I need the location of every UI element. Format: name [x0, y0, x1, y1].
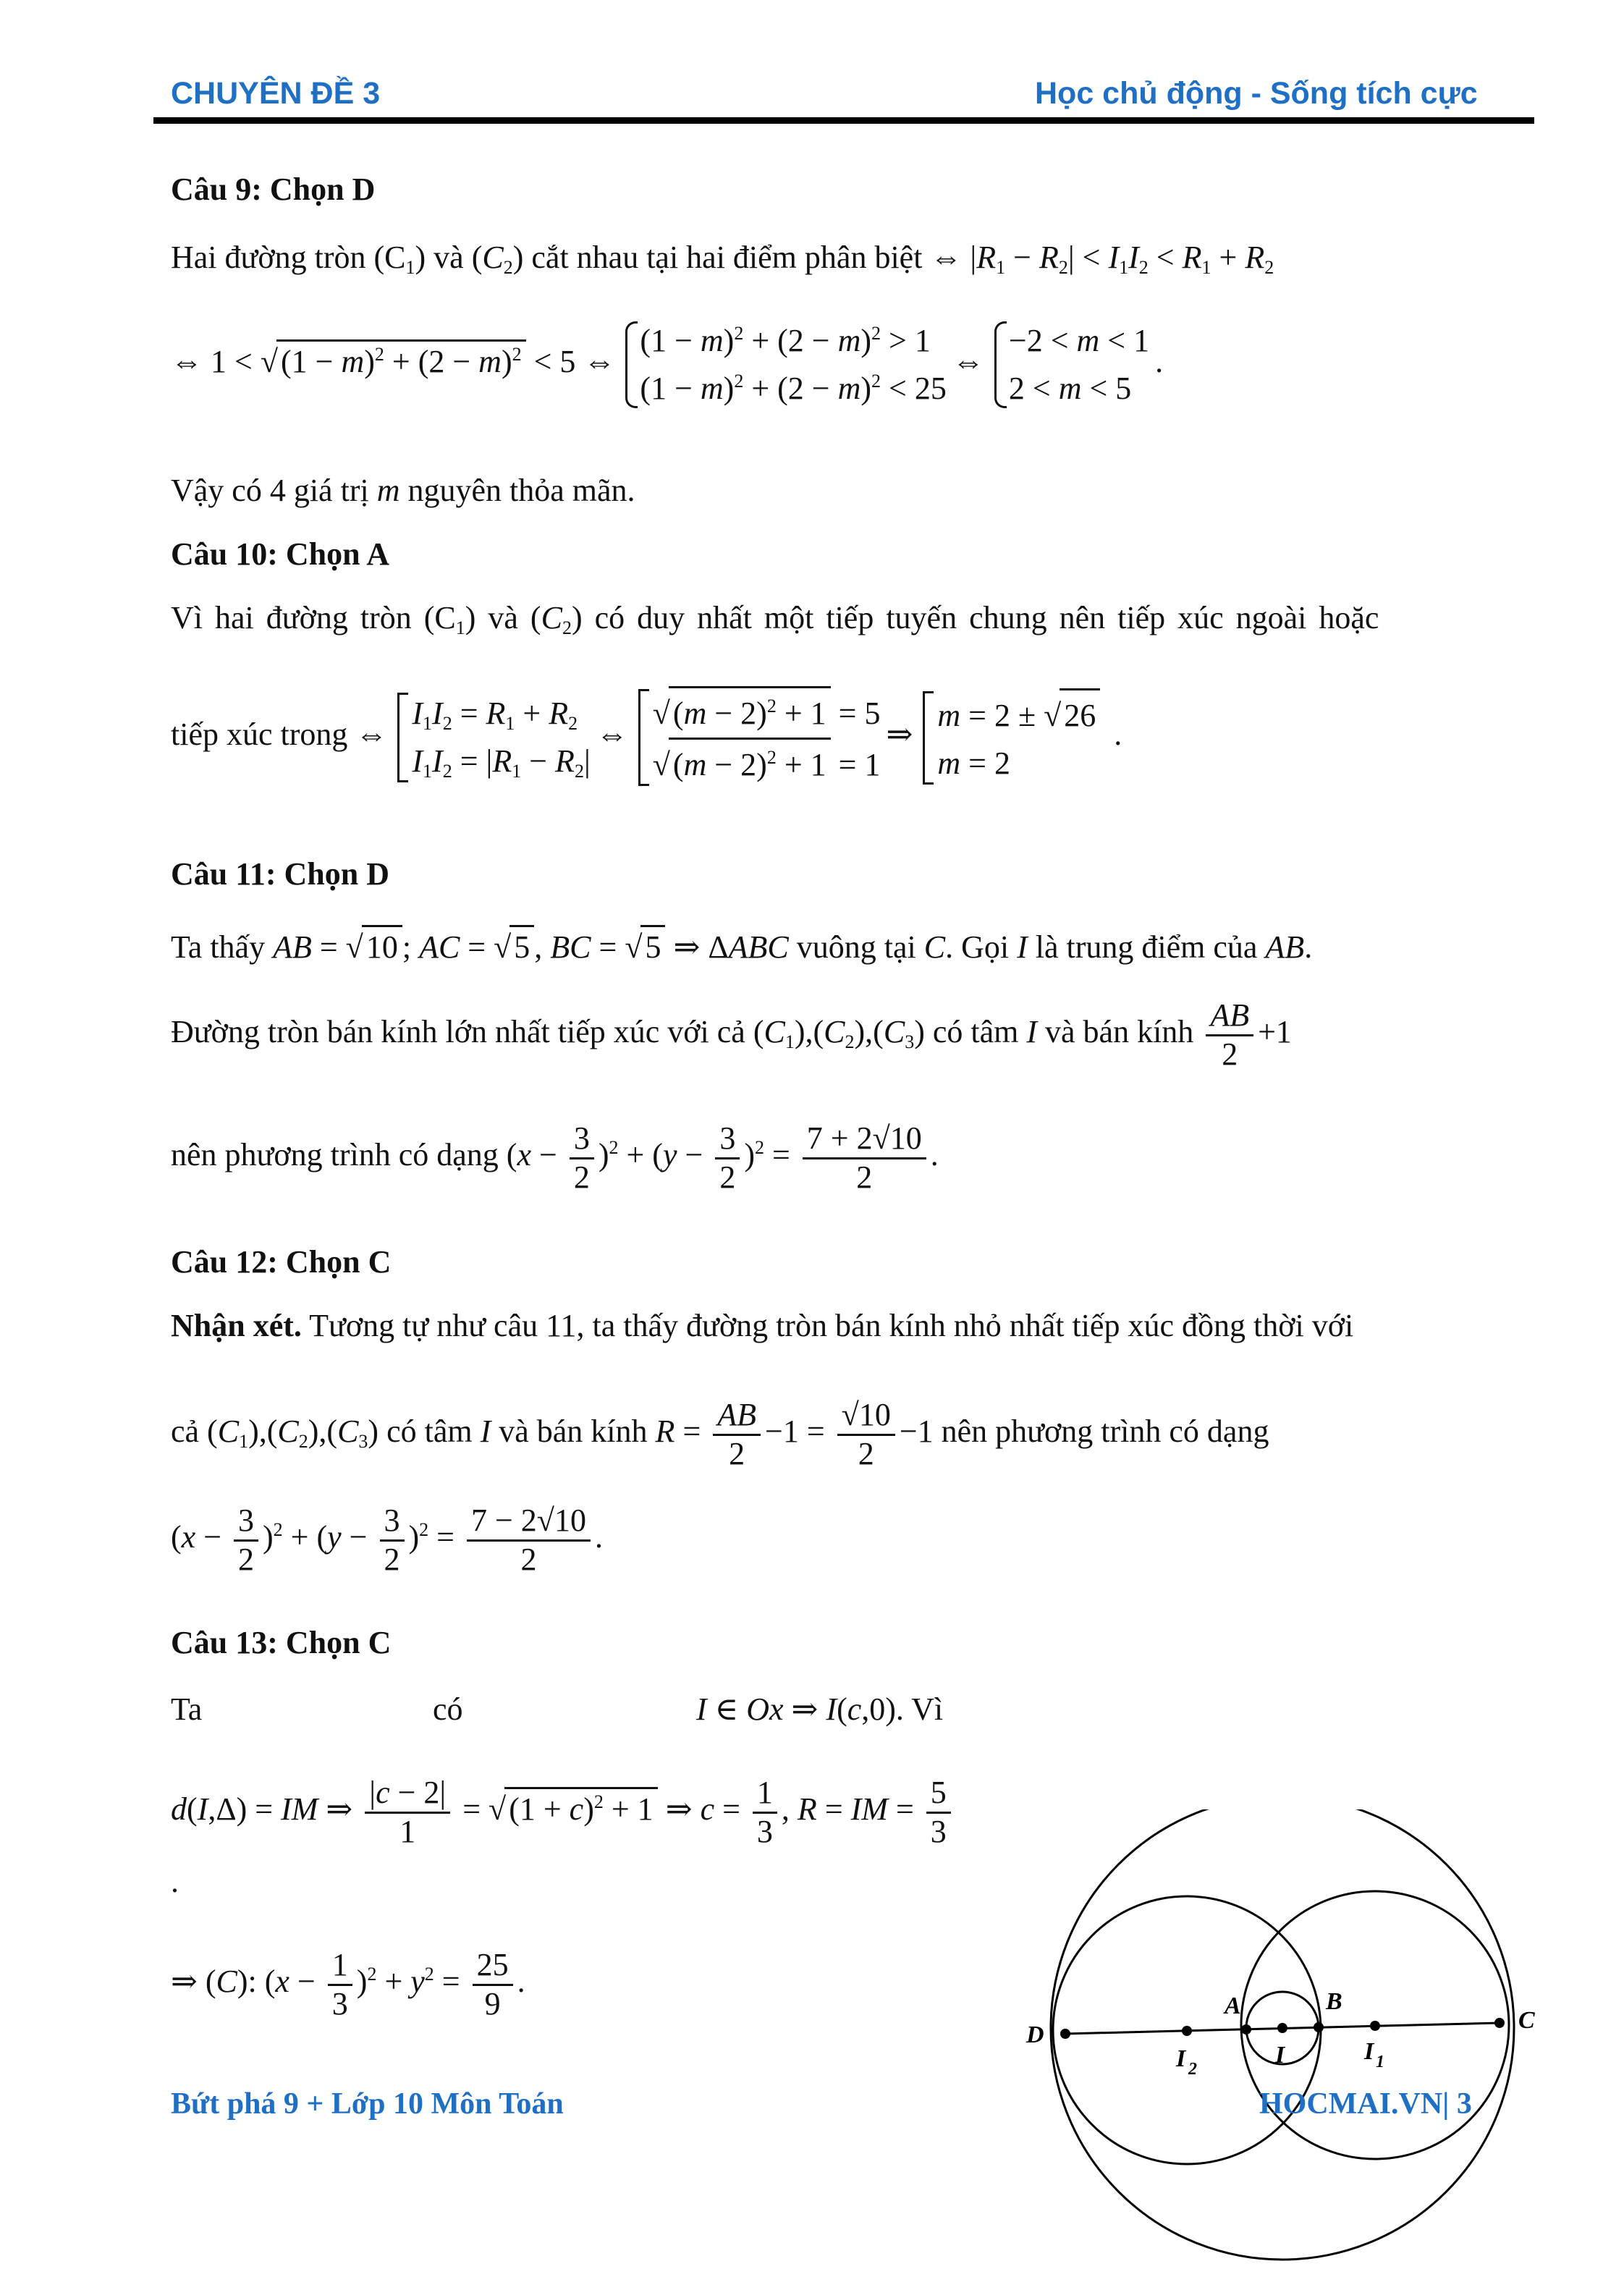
point-i — [1277, 2023, 1287, 2033]
q11-line1: Ta thấy AB = √10 ; AC = √5 , BC = √5 ⇒ ΔABC vuông tại C. Gọi I là trung điểm của AB. — [171, 925, 1312, 967]
q10-line2: tiếp xúc trong ⇔ $I_1I_2 = R_1 + R_2$ $I_1I_2 = |R_1 - R_2|$ ⇔ $√(m - 2)^2 + 1 = 5$ $√(m - 2)^2 + 1 = 1$ ⇒ m = 2 ± √26 m = 2 . — [171, 686, 1122, 789]
q12-line3: (x − $\frac{3}{2}$ )$^2$ + (y − $\frac{3}{2}$ )$^2$ = $\frac{7 - 2√10}{2}$ . — [171, 1503, 603, 1577]
q9-line1: Hai đường tròn $(C_1)$ và $(C_2)$ cắt nhau tại hai điểm phân biệt ⇔ $|R_1 - R_2| < I_1I_2 < R_1 + R_2$ — [171, 240, 1274, 278]
label-b: B — [1326, 1988, 1342, 2015]
q9-line2: ⇔ $1 < √(1 - m)^2 + (2 - m)^2 < 5$ ⇔ $(1 - m)^2 + (2 - m)^2 > 1$ $(1 - m)^2 + (2 - m)^2 < 25$ ⇔ −2 < m < 1 2 < m < 5 . — [171, 317, 1163, 413]
label-i1: I — [1364, 2038, 1374, 2065]
point-i2 — [1182, 2026, 1192, 2036]
q10-line1: Vì hai đường tròn $(C_1)$ và $(C_2)$ có duy nhất một tiếp tuyến chung nên tiếp xúc ngoài hoặc — [171, 600, 1379, 638]
label-i1-sub: 1 — [1376, 2053, 1384, 2071]
q13-line2: d(I,Δ) = IM ⇒ $\frac{|c - 2|}{1}$ = $√(1 + c)^2 + 1$ ⇒ c = $\frac{1}{3}$ , R = IM = $\frac{5}{3}$ — [171, 1775, 955, 1850]
q13-dot: . — [171, 1864, 179, 1899]
circles-figure — [999, 1809, 1592, 2269]
point-c — [1494, 2018, 1505, 2028]
label-i: I — [1275, 2042, 1285, 2069]
q11-line2: Đường tròn bán kính lớn nhất tiếp xúc với cả $(C_1),(C_2),(C_3)$ có tâm I và bán kính $\frac{AB}{2}$ +1 — [171, 997, 1292, 1072]
label-c: C — [1518, 2007, 1535, 2034]
point-a — [1241, 2024, 1251, 2035]
q13-vi: . Vì — [895, 1691, 944, 1727]
header-chapter: CHUYÊN ĐỀ 3 — [171, 76, 381, 111]
q13-co: có — [433, 1691, 463, 1727]
q12-remark-label: Nhận xét. — [171, 1308, 302, 1343]
q10-line2-prefix: tiếp xúc trong — [171, 717, 348, 753]
label-i2: I — [1176, 2045, 1186, 2072]
q12-title: Câu 12: Chọn C — [171, 1244, 392, 1280]
header-slogan: Học chủ động - Sống tích cực — [1035, 76, 1478, 111]
footer-site: HOCMAI.VN| 3 — [1259, 2087, 1472, 2121]
header-rule — [153, 117, 1534, 124]
q12-line1 — [171, 1307, 1353, 1345]
q13-line3: ⇒ (C): (x − $\frac{1}{3}$ )$^2 + y^2$ = $\frac{25}{9}$ . — [171, 1947, 525, 2021]
point-i1 — [1370, 2021, 1380, 2031]
q9-conclusion: Vậy có 4 giá trị m nguyên thỏa mãn. — [171, 473, 635, 508]
q9-title: Câu 9: Chọn D — [171, 172, 376, 207]
label-a: A — [1225, 1993, 1241, 2019]
q12-remark-text: Tương tự như câu 11, ta thấy đường tròn bán kính nhỏ nhất tiếp xúc đồng thời với — [309, 1308, 1354, 1343]
outer-circle — [1051, 1809, 1514, 2260]
point-d — [1060, 2029, 1070, 2039]
q10-title: Câu 10: Chọn A — [171, 536, 389, 572]
label-d: D — [1026, 2021, 1044, 2048]
q11-title: Câu 11: Chọn D — [171, 856, 389, 892]
q13-line1: I ∈ Ox ⇒ I(c,0). Vì — [696, 1691, 944, 1727]
point-b — [1314, 2022, 1324, 2032]
q12-line2: cả $(C_1),(C_2),(C_3)$ có tâm I và bán kính R = $\frac{AB}{2}$ −1 = $\frac{√10}{2}$ −1 nên phương trình có dạng — [171, 1397, 1269, 1471]
footer-course: Bứt phá 9 + Lớp 10 Môn Toán — [171, 2087, 564, 2121]
label-i2-sub: 2 — [1188, 2060, 1197, 2079]
q13-ta: Ta — [171, 1691, 203, 1727]
q13-title: Câu 13: Chọn C — [171, 1625, 392, 1660]
q11-line3: nên phương trình có dạng (x − $\frac{3}{2}$ )$^2$ + (y − $\frac{3}{2}$ )$^2$ = $\frac{7 + 2√10}{2}$ . — [171, 1120, 939, 1195]
